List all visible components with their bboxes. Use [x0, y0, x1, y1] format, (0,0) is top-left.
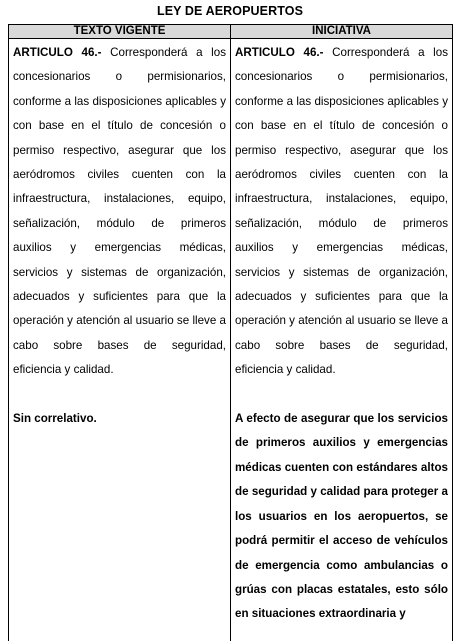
paragraph-spacer — [13, 383, 226, 407]
header-texto-vigente: TEXTO VIGENTE — [9, 25, 231, 39]
cell-iniciativa — [231, 39, 453, 641]
article-paragraph-right — [235, 41, 448, 383]
article-label-left: ARTICULO 46.- — [13, 46, 102, 59]
addition-paragraph: A efecto de asegurar que los servicios de primeros auxilios y emergencias médicas cuenten con estándares altos de seguridad y calidad para proteger a los usuarios en los aeropuertos, se podrá permitir el acceso de vehículos de emergencia como ambulancias o grúas con placas estatales, esto sólo en situaciones extraordinaria y — [235, 407, 448, 627]
paragraph-spacer — [235, 383, 448, 407]
article-text-left: Corresponderá a los concesionarios o permisionarios, conforme a las disposiciones aplicables y con base en el título de concesión o permiso respectivo, asegurar que los aeródromos civiles cuenten con la infraestructura, instalaciones, equipo, señalización, módulo de primeros auxilios y emergencias médicas, servicios y sistemas de organización, adecuados y suficientes para que la operación y atención al usuario se lleve a cabo sobre bases de seguridad, eficiencia y calidad. — [13, 46, 226, 376]
cell-texto-vigente — [9, 39, 231, 641]
comparison-table — [8, 24, 453, 641]
table-header-row — [9, 25, 453, 39]
article-label-right: ARTICULO 46.- — [235, 46, 324, 59]
article-paragraph-left — [13, 41, 226, 383]
header-iniciativa: INICIATIVA — [231, 25, 453, 39]
table-row — [9, 39, 453, 641]
article-text-right: Corresponderá a los concesionarios o permisionarios, conforme a las disposiciones aplicables y con base en el título de concesión o permiso respectivo, asegurar que los aeródromos civiles cuenten con la infraestructura, instalaciones, equipo, señalización, módulo de primeros auxilios y emergencias médicas, servicios y sistemas de organización, adecuados y suficientes para que la operación y atención al usuario se lleve a cabo sobre bases de seguridad, eficiencia y calidad. — [235, 46, 448, 376]
document-title: LEY DE AEROPUERTOS — [0, 4, 460, 18]
no-correlative-text: Sin correlativo. — [13, 407, 226, 431]
